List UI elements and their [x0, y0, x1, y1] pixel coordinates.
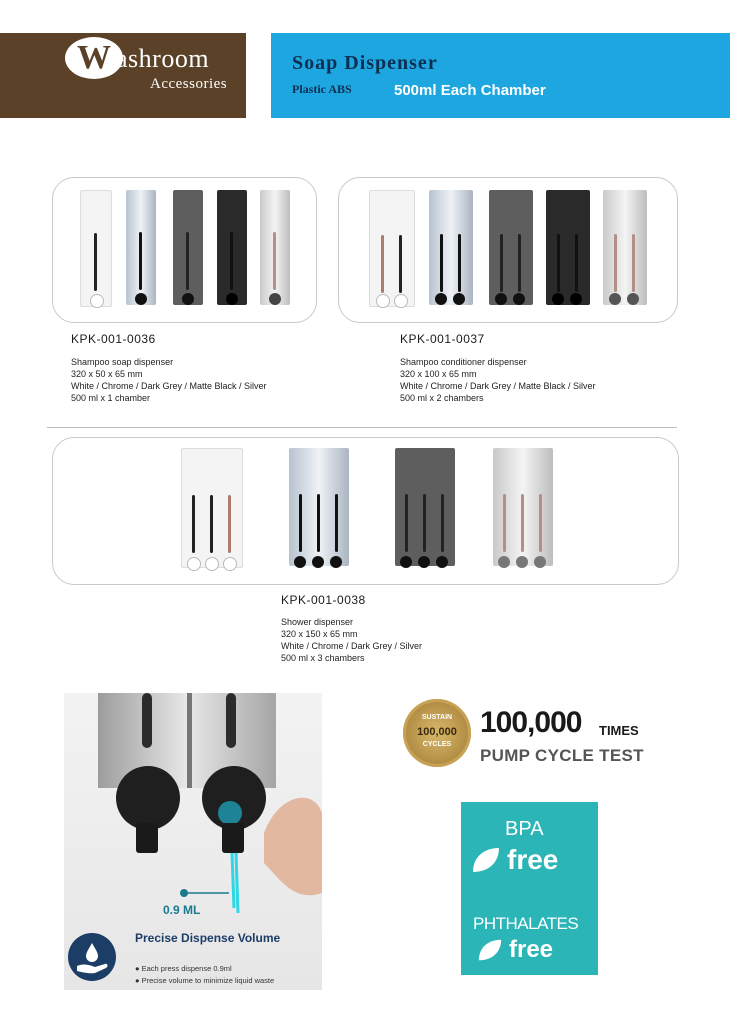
bpa-label: BPA [505, 818, 544, 840]
product-size: 320 x 100 x 65 mm [400, 369, 477, 379]
dispense-volume-label: 0.9 ML [163, 903, 201, 917]
dispenser-dark-grey [489, 190, 533, 305]
header-material: Plastic ABS [292, 82, 352, 96]
product-code: KPK-001-0036 [71, 332, 156, 346]
dispense-bullet: ● Precise volume to minimize liquid waste [135, 976, 275, 985]
pump-cycle-number: 100,000 [480, 706, 582, 739]
product-frame-double [338, 177, 678, 323]
dispense-bullet: ● Each press dispense 0.9ml [135, 964, 232, 973]
product-colors: White / Chrome / Dark Grey / Silver [281, 641, 423, 651]
dispenser-silver [603, 190, 647, 305]
dispenser-chrome [289, 448, 349, 566]
product-code: KPK-001-0037 [400, 332, 485, 346]
product-name: Shower dispenser [281, 617, 354, 627]
hand-drop-icon [68, 933, 116, 981]
header-bar [271, 33, 730, 118]
product-size: 320 x 50 x 65 mm [71, 369, 143, 379]
dispense-title: Precise Dispense Volume [135, 931, 281, 945]
product-name: Shampoo soap dispenser [71, 357, 174, 367]
product-colors: White / Chrome / Dark Grey / Matte Black / Silver [400, 381, 596, 391]
brand-title: ashroom [116, 44, 210, 73]
pump-cycle-label: PUMP CYCLE TEST [480, 746, 644, 765]
header-title: Soap Dispenser [292, 52, 438, 74]
product-colors: White / Chrome / Dark Grey / Matte Black / Silver [71, 381, 267, 391]
brand-subtitle: Accessories [150, 76, 228, 92]
pump-cycle-seal: SUSTAIN 100,000 CYCLES [403, 699, 471, 767]
header-capacity: 500ml Each Chamber [394, 82, 546, 99]
brand-logo-letter: W [65, 37, 123, 79]
dispenser-matte-black [217, 190, 247, 305]
dispenser-white [181, 448, 243, 568]
pump-cycle-unit: TIMES [599, 723, 639, 738]
leaf-icon [477, 938, 503, 962]
product-frame-triple [52, 437, 679, 585]
dispenser-white [80, 190, 112, 307]
product-name: Shampoo conditioner dispenser [400, 357, 527, 367]
section-divider [47, 427, 677, 428]
leaf-icon [471, 846, 501, 874]
phthalates-label: PHTHALATES [473, 914, 579, 933]
dispenser-dark-grey [173, 190, 203, 305]
product-size: 320 x 150 x 65 mm [281, 629, 358, 639]
product-capacity: 500 ml x 2 chambers [400, 393, 484, 403]
dispenser-matte-black [546, 190, 590, 305]
product-capacity: 500 ml x 3 chambers [281, 653, 365, 663]
product-frame-single [52, 177, 317, 323]
dispenser-silver [260, 190, 290, 305]
product-code: KPK-001-0038 [281, 593, 366, 607]
dispenser-white [369, 190, 415, 307]
dispenser-chrome [126, 190, 156, 305]
bpa-free-badge [461, 802, 598, 975]
dispenser-chrome [429, 190, 473, 305]
dispenser-silver [493, 448, 553, 566]
bpa-free-label: free [507, 844, 559, 875]
dispenser-dark-grey [395, 448, 455, 566]
product-capacity: 500 ml x 1 chamber [71, 393, 151, 403]
phthalates-free-label: free [509, 936, 554, 963]
